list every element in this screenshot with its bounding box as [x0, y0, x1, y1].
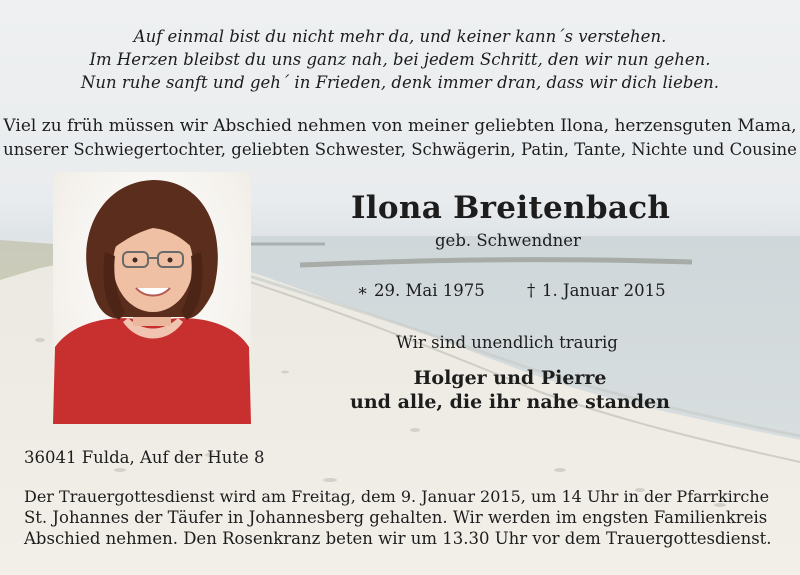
- service-line-3: Abschied nehmen. Den Rosenkranz beten wir um 13.30 Uhr vor dem Trauergottesdienst.: [24, 529, 772, 548]
- death-date: 1. Januar 2015: [542, 281, 666, 300]
- portrait-photo: [53, 172, 251, 424]
- poem-line-3: Nun ruhe sanft und geh´ in Frieden, denk immer dran, dass wir dich lieben.: [80, 73, 720, 92]
- birth-date: 29. Mai 1975: [374, 281, 485, 300]
- death-symbol: †: [527, 281, 536, 300]
- service-line-1: Der Trauergottesdienst wird am Freitag, dem 9. Januar 2015, um 14 Uhr in der Pfarrkirche: [24, 487, 770, 506]
- poem-line-2: Im Herzen bleibst du uns ganz nah, bei jedem Schritt, den wir nun gehen.: [89, 50, 711, 69]
- intro-line-1: Viel zu früh müssen wir Abschied nehmen von meiner geliebten Ilona, herzensguten Mama,: [3, 116, 797, 136]
- intro-line-2: unserer Schwiegertochter, geliebten Schwester, Schwägerin, Patin, Tante, Nichte und Cousine: [3, 140, 797, 159]
- mourning-phrase: Wir sind unendlich traurig: [396, 333, 618, 352]
- birth-symbol: ∗: [357, 281, 369, 300]
- deceased-name: Ilona Breitenbach: [351, 190, 671, 226]
- mourners-names-1: Holger und Pierre: [413, 367, 607, 389]
- poem-line-1: Auf einmal bist du nicht mehr da, und keiner kann´s verstehen.: [133, 27, 667, 46]
- maiden-name: geb. Schwendner: [435, 231, 581, 250]
- mourners-names-2: und alle, die ihr nahe standen: [350, 391, 670, 413]
- service-line-2: St. Johannes der Täufer in Johannesberg gehalten. Wir werden im engsten Familienkreis: [24, 508, 768, 527]
- address: 36041 Fulda, Auf der Hute 8: [24, 448, 265, 467]
